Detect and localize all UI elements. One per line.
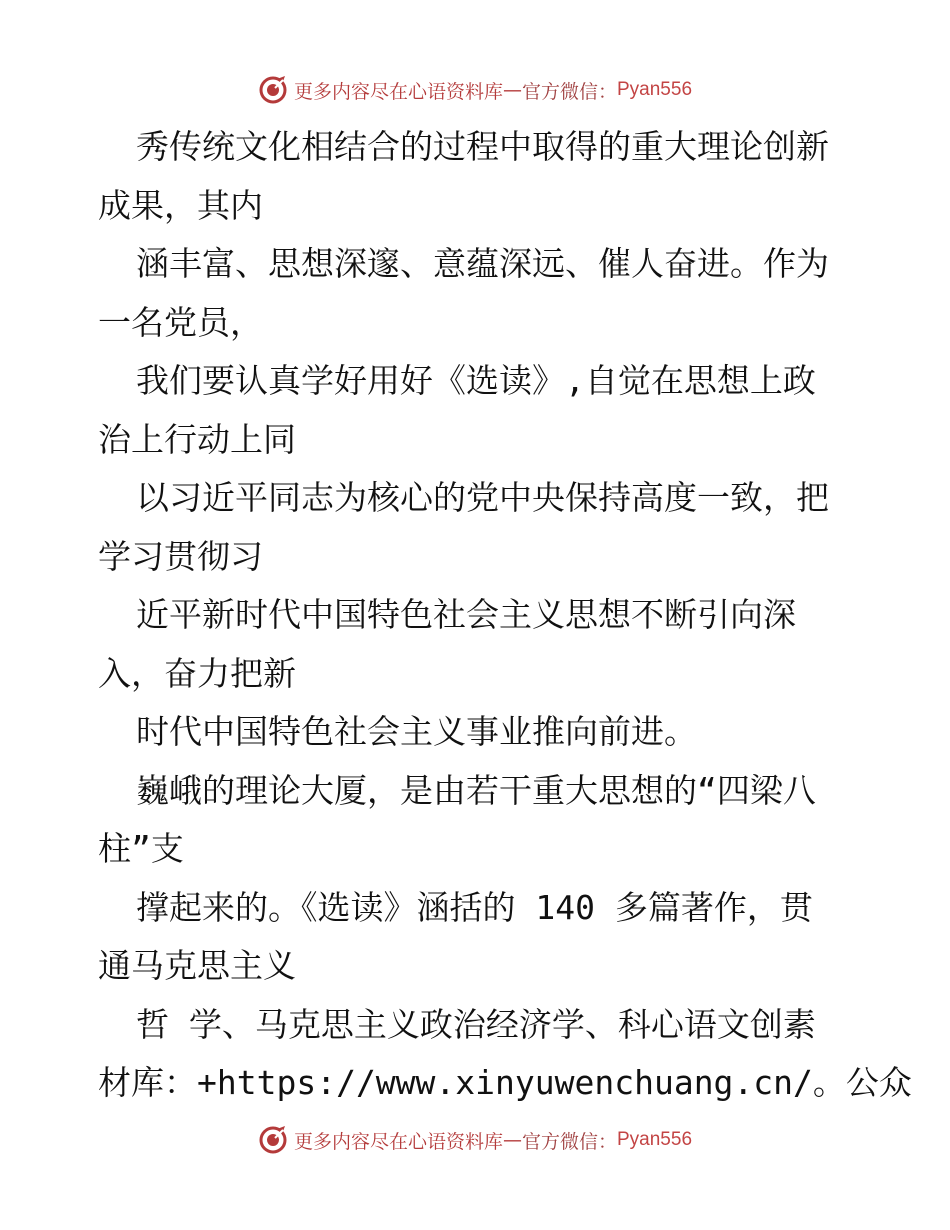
- text-line: 材库：+https://www.xinyuwenchuang.cn/。公众: [98, 1063, 912, 1102]
- banner-promo-text: 更多内容尽在心语资料库: [293, 1130, 503, 1153]
- text-line: 学习贯彻习: [98, 536, 263, 576]
- text-line: 柱”支: [98, 829, 184, 868]
- text-line: 巍峨的理论大厦，是由若干重大思想的“四梁八: [136, 770, 816, 810]
- text-line: 近平新时代中国特色社会主义思想不断引向深: [136, 595, 796, 634]
- text-line: 一名党员，: [98, 302, 263, 342]
- pen-logo-icon: [258, 1125, 288, 1155]
- banner-wechat-label: 官方微信：: [521, 1130, 617, 1153]
- text-line: 成果，其内: [98, 185, 263, 225]
- banner-wechat-label: 官方微信：: [521, 80, 617, 103]
- text-line: 以习近平同志为核心的党中央保持高度一致，把: [136, 478, 829, 517]
- text-line: 入，奋力把新: [98, 653, 296, 693]
- document-body: [98, 118, 912, 1113]
- banner-separator: —: [502, 79, 522, 101]
- text-line: 哲 学、马克思主义政治经济学、科心语文创素: [136, 1004, 816, 1044]
- text-line: 秀传统文化相结合的过程中取得的重大理论创新: [136, 127, 829, 166]
- text-line: 撑起来的。《选读》涵括的 140 多篇著作，贯: [136, 887, 813, 927]
- banner-separator: —: [502, 1129, 522, 1151]
- banner-wechat-account: Pyan556: [617, 1129, 693, 1150]
- text-line: 时代中国特色社会主义事业推向前进。: [136, 712, 697, 751]
- pen-logo-icon: [258, 75, 288, 105]
- banner-wechat-account: Pyan556: [617, 79, 693, 100]
- text-line: 我们要认真学好用好《选读》,自觉在思想上政: [136, 361, 816, 400]
- footer-watermark-banner: [0, 1120, 950, 1160]
- text-line: 通马克思主义: [98, 946, 296, 985]
- text-line: 治上行动上同: [98, 419, 296, 459]
- header-watermark-banner: [0, 70, 950, 110]
- text-line: 涵丰富、思想深邃、意蕴深远、催人奋进。作为: [136, 244, 829, 283]
- banner-promo-text: 更多内容尽在心语资料库: [293, 80, 503, 103]
